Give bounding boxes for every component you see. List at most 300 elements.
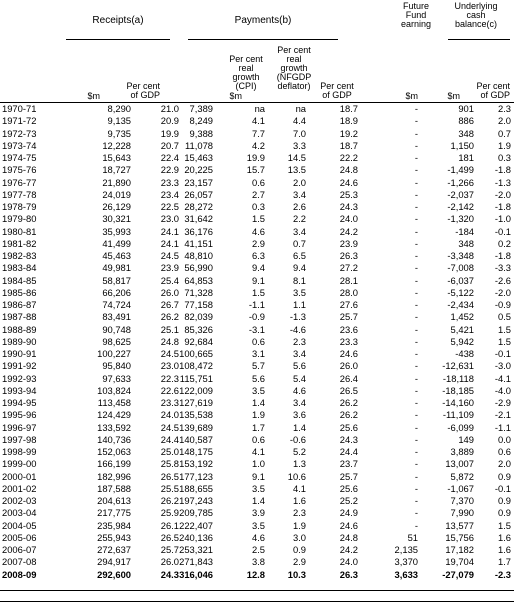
future-fund-cell: - <box>414 115 418 127</box>
balance-pct-cell: 0.6 <box>497 446 511 457</box>
year-cell: 2007-08 <box>2 556 37 568</box>
receipts-pct-cell: 23.0 <box>160 360 179 372</box>
receipts-m-cell: 30,321 <box>102 213 131 225</box>
payments-nfgdp-cell: 6.5 <box>292 250 306 261</box>
payments-m-cell: 9,388 <box>189 127 213 139</box>
payments-m-cell: 316,046 <box>179 568 213 580</box>
balance-pct-cell: 0.5 <box>497 311 511 323</box>
balance-pct-cell: -1.8 <box>494 164 511 176</box>
year-cell: 1998-99 <box>2 446 37 457</box>
payments-cpi-cell: 1.7 <box>251 421 265 433</box>
payments-m-cell: 148,175 <box>179 446 213 457</box>
receipts-pct-cell: 26.5 <box>160 470 179 482</box>
receipts-m-header: $m <box>87 91 100 101</box>
receipts-m-cell: 95,840 <box>102 360 131 372</box>
year-cell: 2000-01 <box>2 470 37 482</box>
receipts-pct-cell: 25.0 <box>160 446 179 457</box>
payments-nfgdp-cell: 3.4 <box>292 397 306 408</box>
balance-pct-cell: -3.0 <box>494 360 511 372</box>
future-fund-cell: - <box>414 495 418 506</box>
payments-cpi-cell: 7.7 <box>251 127 265 139</box>
table-row <box>0 324 514 335</box>
table-row <box>0 262 514 273</box>
year-cell: 2008-09 <box>2 568 37 580</box>
payments-pct-cell: 24.3 <box>339 201 358 212</box>
balance-m-cell: -1,320 <box>447 213 474 225</box>
future-fund-cell: - <box>414 152 418 163</box>
receipts-pct-cell: 24.4 <box>160 433 179 445</box>
receipts-m-cell: 187,588 <box>97 482 131 494</box>
future-fund-cell: - <box>414 519 418 531</box>
payments-nfgdp-cell: 10.6 <box>287 470 306 482</box>
future-fund-cell: - <box>414 201 418 212</box>
table-row <box>0 556 514 567</box>
receipts-m-cell: 9,135 <box>107 115 131 127</box>
payments-cpi-cell: 3.8 <box>251 556 265 568</box>
payments-cpi-cell: 9.1 <box>251 274 265 286</box>
future-fund-cell: - <box>414 397 418 408</box>
year-cell: 1976-77 <box>2 176 37 188</box>
payments-pct-cell: 23.7 <box>339 458 358 470</box>
receipts-pct-cell: 23.3 <box>160 176 179 188</box>
future-fund-cell: 3,370 <box>394 556 418 568</box>
payments-m-cell: 36,176 <box>184 225 213 237</box>
payments-m-cell: 56,990 <box>184 262 213 274</box>
payments-pct-cell: 25.6 <box>339 482 358 494</box>
balance-m-cell: -184 <box>455 225 474 237</box>
table-row <box>0 495 514 506</box>
future-fund-cell: - <box>414 348 418 359</box>
payments-nfgdp-cell: 5.6 <box>292 360 306 372</box>
balance-pct-cell: -2.9 <box>494 397 511 408</box>
total-bottom-rule <box>0 601 514 602</box>
table-row <box>0 152 514 163</box>
receipts-pct-cell: 25.5 <box>160 482 179 494</box>
balance-pct-cell: 1.7 <box>497 556 511 568</box>
future-fund-cell: - <box>414 237 418 249</box>
payments-m-cell: 82,039 <box>184 311 213 323</box>
balance-pct-cell: -2.6 <box>494 274 511 286</box>
balance-m-cell: 886 <box>458 115 474 127</box>
balance-pct-cell: 0.3 <box>497 152 511 163</box>
future-fund-cell: 3,633 <box>394 568 418 580</box>
receipts-pct-cell: 25.9 <box>160 507 179 519</box>
balance-m-cell: 13,577 <box>445 519 474 531</box>
balance-m-cell: 7,370 <box>450 495 474 506</box>
future-fund-cell: - <box>414 384 418 396</box>
table-row <box>0 287 514 298</box>
payments-m-cell: 127,619 <box>179 397 213 408</box>
balance-m-cell: 181 <box>458 152 474 163</box>
balance-pct-cell: -2.1 <box>494 409 511 421</box>
receipts-m-cell: 272,637 <box>97 544 131 555</box>
payments-cpi-cell: 4.6 <box>251 531 265 543</box>
payments-pct-cell: 25.6 <box>339 421 358 433</box>
table-row <box>0 115 514 126</box>
receipts-pct-cell: 26.0 <box>160 556 179 568</box>
future-fund-cell: - <box>414 139 418 151</box>
receipts-pct-cell: 24.1 <box>160 225 179 237</box>
payments-cpi-cell: 1.0 <box>251 458 265 470</box>
payments-pct-cell: 28.0 <box>339 286 358 298</box>
balance-pct-header: Per cent of GDP <box>476 81 510 100</box>
receipts-pct-cell: 26.2 <box>160 311 179 323</box>
year-cell: 1972-73 <box>2 127 37 139</box>
balance-pct-cell: 0.9 <box>497 470 511 482</box>
receipts-pct-cell: 23.3 <box>160 397 179 408</box>
payments-m-cell: 222,407 <box>179 519 213 531</box>
payments-pct-header: Per cent of GDP <box>320 81 354 100</box>
balance-m-cell: -14,160 <box>442 397 474 408</box>
year-cell: 1983-84 <box>2 262 37 274</box>
year-cell: 2002-03 <box>2 495 37 506</box>
future-fund-cell: - <box>414 127 418 139</box>
receipts-pct-header: Per cent of GDP <box>126 81 160 100</box>
payments-pct-cell: 27.6 <box>339 299 358 310</box>
payments-nfgdp-cell: -0.6 <box>289 433 306 445</box>
receipts-m-cell: 90,748 <box>102 323 131 335</box>
year-cell: 1982-83 <box>2 250 37 261</box>
receipts-m-cell: 166,199 <box>97 458 131 470</box>
year-cell: 1994-95 <box>2 397 37 408</box>
payments-cpi-cell: 3.9 <box>251 507 265 519</box>
future-fund-cell: 51 <box>407 531 418 543</box>
year-cell: 1999-00 <box>2 458 37 470</box>
receipts-m-cell: 98,625 <box>102 335 131 347</box>
payments-pct-cell: 24.4 <box>339 446 358 457</box>
table-row <box>0 520 514 531</box>
receipts-m-cell: 294,917 <box>97 556 131 568</box>
payments-m-cell: 177,123 <box>179 470 213 482</box>
balance-pct-cell: 2.0 <box>497 458 511 470</box>
balance-pct-cell: -1.8 <box>494 201 511 212</box>
balance-m-cell: -6,037 <box>447 274 474 286</box>
payments-nfgdp-cell: na <box>295 103 306 114</box>
table-row <box>0 213 514 224</box>
table-row <box>0 275 514 286</box>
table-row <box>0 189 514 200</box>
payments-pct-cell: 25.2 <box>339 495 358 506</box>
balance-pct-cell: 2.0 <box>497 115 511 127</box>
year-cell: 1995-96 <box>2 409 37 421</box>
receipts-pct-cell: 23.4 <box>160 188 179 200</box>
table-row <box>0 409 514 420</box>
year-cell: 1987-88 <box>2 311 37 323</box>
receipts-pct-cell: 22.6 <box>160 384 179 396</box>
table-row <box>0 336 514 347</box>
balance-pct-cell: -1.0 <box>494 213 511 225</box>
receipts-pct-cell: 26.5 <box>160 531 179 543</box>
balance-pct-cell: 0.9 <box>497 507 511 519</box>
table-row <box>0 373 514 384</box>
receipts-m-cell: 45,463 <box>102 250 131 261</box>
receipts-pct-cell: 24.5 <box>160 421 179 433</box>
payments-m-cell: 15,463 <box>184 152 213 163</box>
payments-cpi-cell: -3.1 <box>248 323 265 335</box>
future-fund-cell: - <box>414 335 418 347</box>
receipts-m-cell: 8,290 <box>107 103 131 114</box>
balance-m-cell: 17,182 <box>445 544 474 555</box>
table-row <box>0 483 514 494</box>
payments-m-cell: 92,684 <box>184 335 213 347</box>
payments-m-cell: 188,655 <box>179 482 213 494</box>
year-cell: 1979-80 <box>2 213 37 225</box>
balance-m-cell: -2,142 <box>447 201 474 212</box>
payments-nfgdp-cell: 8.1 <box>292 274 306 286</box>
future-fund-m-header: $m <box>405 91 418 101</box>
receipts-m-cell: 97,633 <box>102 372 131 384</box>
payments-pct-cell: 24.0 <box>339 213 358 225</box>
table-row <box>0 458 514 469</box>
year-cell: 1996-97 <box>2 421 37 433</box>
payments-cpi-cell: 1.9 <box>251 409 265 421</box>
payments-m-cell: 20,225 <box>184 164 213 176</box>
table-row <box>0 532 514 543</box>
payments-m-cell: 64,853 <box>184 274 213 286</box>
balance-m-cell: 149 <box>458 433 474 445</box>
table-row <box>0 128 514 139</box>
payments-cpi-cell: 4.1 <box>251 446 265 457</box>
payments-m-cell: 28,272 <box>184 201 213 212</box>
payments-cpi-cell: 0.3 <box>251 201 265 212</box>
balance-m-cell: 13,007 <box>445 458 474 470</box>
payments-pct-cell: 26.3 <box>339 568 358 580</box>
payments-nfgdp-cell: 2.2 <box>292 213 306 225</box>
payments-pct-cell: 24.9 <box>339 507 358 519</box>
balance-pct-cell: 1.5 <box>497 335 511 347</box>
receipts-m-cell: 235,984 <box>97 519 131 531</box>
future-fund-cell: - <box>414 250 418 261</box>
payments-pct-cell: 28.1 <box>339 274 358 286</box>
payments-cpi-cell: -0.9 <box>248 311 265 323</box>
future-fund-cell: - <box>414 188 418 200</box>
balance-pct-cell: -4.0 <box>494 384 511 396</box>
year-cell: 1991-92 <box>2 360 37 372</box>
payments-nfgdp-cell: 14.5 <box>287 152 306 163</box>
payments-m-cell: 48,810 <box>184 250 213 261</box>
payments-nfgdp-cell: 4.4 <box>292 115 306 127</box>
balance-pct-cell: -2.3 <box>494 568 511 580</box>
receipts-m-cell: 292,600 <box>97 568 131 580</box>
future-fund-cell: - <box>414 274 418 286</box>
receipts-m-cell: 24,019 <box>102 188 131 200</box>
table-row <box>0 299 514 310</box>
payments-cpi-cell: 6.3 <box>251 250 265 261</box>
receipts-m-cell: 15,643 <box>102 152 131 163</box>
payments-pct-cell: 24.0 <box>339 556 358 568</box>
future-fund-cell: - <box>414 176 418 188</box>
receipts-pct-cell: 26.7 <box>160 299 179 310</box>
payments-m-cell: 100,665 <box>179 348 213 359</box>
year-cell: 1977-78 <box>2 188 37 200</box>
payments-cpi-cell: 9.4 <box>251 262 265 274</box>
receipts-pct-cell: 25.7 <box>160 544 179 555</box>
year-cell: 1974-75 <box>2 152 37 163</box>
payments-cpi-cell: 1.4 <box>251 495 265 506</box>
table-row <box>0 201 514 212</box>
table-row <box>0 103 514 114</box>
balance-m-cell: 5,421 <box>450 323 474 335</box>
payments-nfgdp-cell: 5.2 <box>292 446 306 457</box>
payments-pct-cell: 23.9 <box>339 237 358 249</box>
future-fund-cell: - <box>414 507 418 519</box>
receipts-pct-cell: 21.0 <box>160 103 179 114</box>
payments-m-header: $m <box>229 91 242 101</box>
payments-nfgdp-cell: 4.1 <box>292 482 306 494</box>
future-fund-cell: - <box>414 311 418 323</box>
payments-m-cell: 135,538 <box>179 409 213 421</box>
receipts-pct-cell: 23.9 <box>160 262 179 274</box>
payments-nfgdp-cell: 3.6 <box>292 409 306 421</box>
balance-m-cell: 348 <box>458 237 474 249</box>
receipts-m-cell: 74,724 <box>102 299 131 310</box>
payments-nfgdp-cell: -1.3 <box>289 311 306 323</box>
payments-m-cell: 77,158 <box>184 299 213 310</box>
future-fund-cell: - <box>414 458 418 470</box>
future-fund-header: Future Fund earning <box>400 1 432 29</box>
receipts-pct-cell: 25.8 <box>160 458 179 470</box>
table-row <box>0 507 514 518</box>
year-cell: 1997-98 <box>2 433 37 445</box>
balance-pct-cell: -2.0 <box>494 188 511 200</box>
payments-m-cell: 122,009 <box>179 384 213 396</box>
year-cell: 2004-05 <box>2 519 37 531</box>
payments-m-cell: 209,785 <box>179 507 213 519</box>
balance-pct-cell: 0.9 <box>497 495 511 506</box>
balance-pct-cell: 1.6 <box>497 531 511 543</box>
receipts-m-cell: 103,824 <box>97 384 131 396</box>
future-fund-cell: - <box>414 446 418 457</box>
payments-cpi-cell: 3.5 <box>251 519 265 531</box>
balance-pct-cell: 1.5 <box>497 323 511 335</box>
payments-cpi-header: Per cent real growth (CPI) <box>229 54 263 91</box>
balance-m-cell: 7,990 <box>450 507 474 519</box>
year-cell: 1970-71 <box>2 103 37 114</box>
balance-m-cell: 1,150 <box>450 139 474 151</box>
payments-nfgdp-cell: 1.1 <box>292 299 306 310</box>
receipts-pct-cell: 24.8 <box>160 335 179 347</box>
payments-m-cell: 85,326 <box>184 323 213 335</box>
table-row <box>0 226 514 237</box>
year-cell: 1986-87 <box>2 299 37 310</box>
payments-nfgdp-cell: 3.4 <box>292 225 306 237</box>
balance-pct-cell: 0.7 <box>497 127 511 139</box>
payments-pct-cell: 24.6 <box>339 348 358 359</box>
receipts-pct-cell: 19.9 <box>160 127 179 139</box>
payments-m-cell: 108,472 <box>179 360 213 372</box>
payments-pct-cell: 26.5 <box>339 384 358 396</box>
receipts-m-cell: 182,996 <box>97 470 131 482</box>
payments-nfgdp-cell: 2.6 <box>292 201 306 212</box>
payments-cpi-cell: 0.6 <box>251 335 265 347</box>
payments-cpi-cell: na <box>254 103 265 114</box>
balance-m-cell: -27,079 <box>442 568 474 580</box>
payments-cpi-cell: 9.1 <box>251 470 265 482</box>
year-cell: 2006-07 <box>2 544 37 555</box>
future-fund-cell: - <box>414 470 418 482</box>
year-cell: 2003-04 <box>2 507 37 519</box>
future-fund-cell: - <box>414 299 418 310</box>
table-row <box>0 140 514 151</box>
payments-pct-cell: 24.6 <box>339 519 358 531</box>
payments-pct-cell: 24.8 <box>339 531 358 543</box>
table-row <box>0 385 514 396</box>
receipts-m-cell: 204,613 <box>97 495 131 506</box>
balance-pct-cell: -1.3 <box>494 176 511 188</box>
payments-cpi-cell: 5.6 <box>251 372 265 384</box>
balance-pct-cell: -0.1 <box>494 482 511 494</box>
payments-rule <box>188 39 338 40</box>
receipts-m-cell: 255,943 <box>97 531 131 543</box>
table-row <box>0 360 514 371</box>
receipts-header: Receipts(a) <box>92 15 144 26</box>
payments-pct-cell: 18.9 <box>339 115 358 127</box>
table-row <box>0 434 514 445</box>
year-cell: 1989-90 <box>2 335 37 347</box>
receipts-m-cell: 83,491 <box>102 311 131 323</box>
receipts-pct-cell: 20.9 <box>160 115 179 127</box>
payments-cpi-cell: 0.6 <box>251 433 265 445</box>
balance-m-cell: -3,348 <box>447 250 474 261</box>
payments-pct-cell: 25.7 <box>339 470 358 482</box>
payments-pct-cell: 23.3 <box>339 335 358 347</box>
receipts-pct-cell: 24.0 <box>160 409 179 421</box>
receipts-m-cell: 152,063 <box>97 446 131 457</box>
receipts-pct-cell: 24.5 <box>160 250 179 261</box>
balance-pct-cell: 2.3 <box>497 103 511 114</box>
payments-m-cell: 271,843 <box>179 556 213 568</box>
underlying-cash-balance-header: Underlying cash balance(c) <box>454 1 498 29</box>
payments-m-cell: 253,321 <box>179 544 213 555</box>
payments-cpi-cell: 4.6 <box>251 225 265 237</box>
payments-cpi-cell: 1.4 <box>251 397 265 408</box>
balance-m-cell: -438 <box>455 348 474 359</box>
future-fund-cell: - <box>414 262 418 274</box>
payments-nfgdp-cell: 13.5 <box>287 164 306 176</box>
table-row <box>0 250 514 261</box>
payments-cpi-cell: 4.1 <box>251 115 265 127</box>
balance-m-cell: -2,037 <box>447 188 474 200</box>
payments-nfgdp-cell: 1.4 <box>292 421 306 433</box>
receipts-pct-cell: 26.1 <box>160 519 179 531</box>
payments-cpi-cell: 5.7 <box>251 360 265 372</box>
payments-nfgdp-cell: 0.9 <box>292 544 306 555</box>
year-cell: 1990-91 <box>2 348 37 359</box>
table-row <box>0 471 514 482</box>
receipts-m-cell: 18,727 <box>102 164 131 176</box>
balance-pct-cell: 1.5 <box>497 519 511 531</box>
payments-pct-cell: 24.2 <box>339 225 358 237</box>
payments-cpi-cell: 3.5 <box>251 482 265 494</box>
receipts-m-cell: 35,993 <box>102 225 131 237</box>
table-row <box>0 164 514 175</box>
payments-pct-cell: 27.2 <box>339 262 358 274</box>
payments-nfgdp-cell: 1.6 <box>292 495 306 506</box>
payments-m-cell: 7,389 <box>189 103 213 114</box>
balance-pct-cell: -4.1 <box>494 372 511 384</box>
receipts-m-cell: 133,592 <box>97 421 131 433</box>
payments-nfgdp-header: Per cent real growth (NFGDP deflator) <box>276 45 312 91</box>
payments-pct-cell: 26.3 <box>339 250 358 261</box>
receipts-pct-cell: 24.1 <box>160 237 179 249</box>
balance-m-cell: 5,942 <box>450 335 474 347</box>
payments-nfgdp-cell: 2.9 <box>292 556 306 568</box>
table-row <box>0 348 514 359</box>
payments-pct-cell: 19.2 <box>339 127 358 139</box>
balance-pct-cell: -3.3 <box>494 262 511 274</box>
receipts-pct-cell: 22.3 <box>160 372 179 384</box>
payments-nfgdp-cell: 3.3 <box>292 139 306 151</box>
